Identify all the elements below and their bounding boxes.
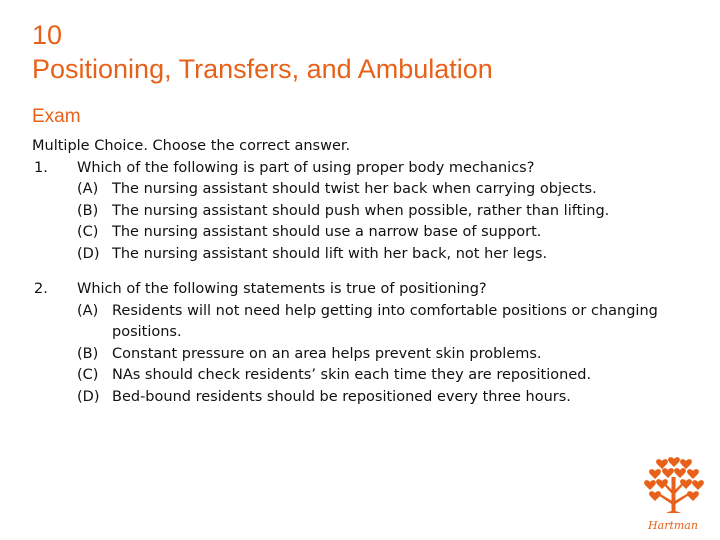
option-text: Residents will not need help getting into comfortable positions or changing positions. <box>112 302 658 340</box>
chapter-number: 10 <box>32 20 63 50</box>
option-letter: (C) <box>77 367 99 383</box>
option-letter: (C) <box>77 224 99 240</box>
chapter-title: Positioning, Transfers, and Ambulation <box>32 54 493 84</box>
logo-wordmark: Hartman <box>648 519 698 532</box>
question-2 <box>32 279 702 408</box>
option-text: The nursing assistant should use a narrow base of support. <box>112 224 542 240</box>
option-letter: (B) <box>77 345 99 362</box>
option-text: Bed-bound residents should be repositioned every three hours. <box>112 388 571 405</box>
question-number: 2. <box>34 281 48 297</box>
option-text: NAs should check residents’ skin each time they are repositioned. <box>112 367 592 383</box>
instructions-text: Choose the correct answer. <box>147 138 351 154</box>
answer-option-b <box>77 201 702 223</box>
answer-option-a <box>77 301 702 344</box>
option-text: The nursing assistant should push when possible, rather than lifting. <box>112 202 610 219</box>
option-letter: (A) <box>77 302 99 319</box>
answer-option-d <box>77 244 702 266</box>
option-letter: (D) <box>77 245 100 262</box>
section-heading: Exam <box>32 106 81 127</box>
instructions-lead: Multiple Choice. <box>32 138 148 154</box>
question-stem: Which of the following is part of using proper body mechanics? <box>77 159 535 176</box>
question-stem: Which of the following statements is true of positioning? <box>77 281 487 297</box>
answer-option-d <box>77 387 702 409</box>
answer-option-a <box>77 179 702 201</box>
answer-option-c <box>77 222 702 244</box>
option-text: The nursing assistant should lift with her back, not her legs. <box>112 245 548 262</box>
option-letter: (D) <box>77 388 100 405</box>
slide-title <box>32 18 493 86</box>
hartman-tree-logo <box>640 455 706 535</box>
question-1 <box>32 158 702 266</box>
question-number: 1. <box>34 159 48 176</box>
option-text: The nursing assistant should twist her back when carrying objects. <box>112 181 597 197</box>
exam-content <box>32 136 702 408</box>
answer-option-c <box>77 365 702 387</box>
option-letter: (A) <box>77 181 99 197</box>
option-text: Constant pressure on an area helps prevent skin problems. <box>112 345 542 362</box>
option-letter: (B) <box>77 202 99 219</box>
instructions <box>32 136 702 158</box>
answer-option-b <box>77 344 702 366</box>
